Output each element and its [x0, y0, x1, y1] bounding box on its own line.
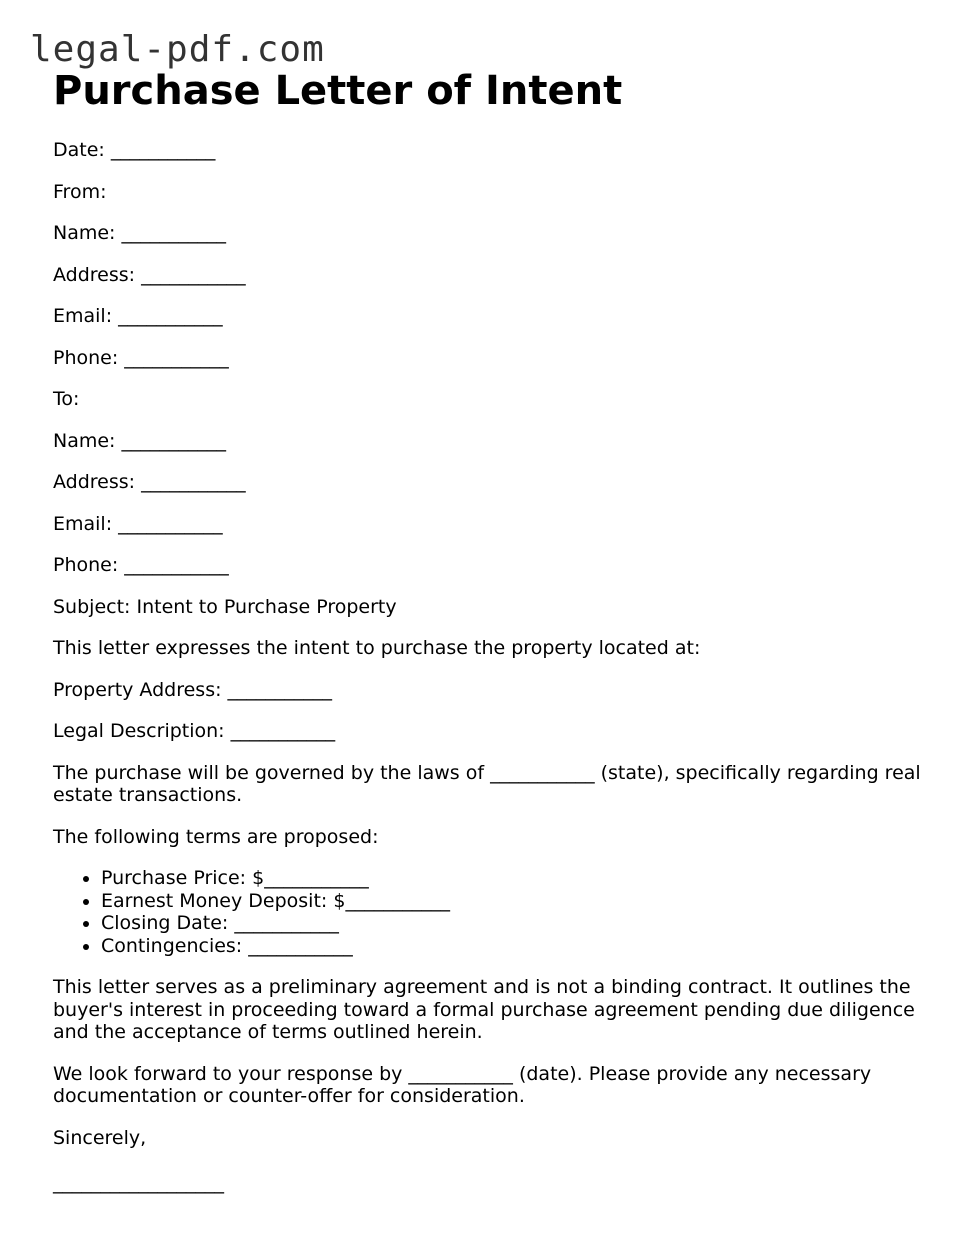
list-item: • Contingencies: ___________ — [101, 935, 923, 958]
list-item: • Earnest Money Deposit: $___________ — [101, 890, 923, 913]
list-item: • Closing Date: ___________ — [101, 912, 923, 935]
subject-line: Subject: Intent to Purchase Property — [53, 595, 397, 618]
governing-law-paragraph: The purchase will be governed by the laws of ___________ (state), specifically regarding real estate transactions. — [53, 761, 921, 806]
disclaimer-paragraph: This letter serves as a preliminary agreement and is not a binding contract. It outlines the buyer's interest in proceeding toward a formal purchase agreement pending due diligence and the acceptance of terms outlined herein. — [53, 976, 915, 1043]
to-heading: To: — [53, 388, 80, 410]
intro-paragraph: This letter expresses the intent to purchase the property located at: — [53, 637, 701, 659]
from-address-line: Address: ___________ — [53, 263, 246, 286]
list-item: • Purchase Price: $___________ — [101, 867, 923, 890]
from-email-line: Email: ___________ — [53, 305, 223, 327]
signature-line: __________________ — [53, 1172, 224, 1194]
terms-intro: The following terms are proposed: — [53, 825, 379, 848]
letter-document — [53, 68, 923, 1214]
from-heading: From: — [53, 180, 107, 203]
closing-line: Sincerely, — [53, 1126, 147, 1149]
date-line: Date: ___________ — [53, 139, 216, 161]
property-address-line: Property Address: ___________ — [53, 678, 333, 701]
response-paragraph: We look forward to your response by ___________ (date). Please provide any necessary documentation or counter-offer for consideration. — [53, 1062, 872, 1107]
terms-list — [53, 867, 923, 957]
to-phone-line: Phone: ___________ — [53, 554, 229, 576]
watermark-logo: legal-pdf.com — [30, 29, 325, 70]
legal-description-line: Legal Description: ___________ — [53, 720, 336, 742]
from-phone-line: Phone: ___________ — [53, 346, 229, 369]
to-email-line: Email: ___________ — [53, 512, 223, 535]
to-address-line: Address: ___________ — [53, 471, 246, 493]
page-title: Purchase Letter of Intent — [53, 68, 623, 114]
to-name-line: Name: ___________ — [53, 429, 226, 452]
from-name-line: Name: ___________ — [53, 222, 226, 244]
